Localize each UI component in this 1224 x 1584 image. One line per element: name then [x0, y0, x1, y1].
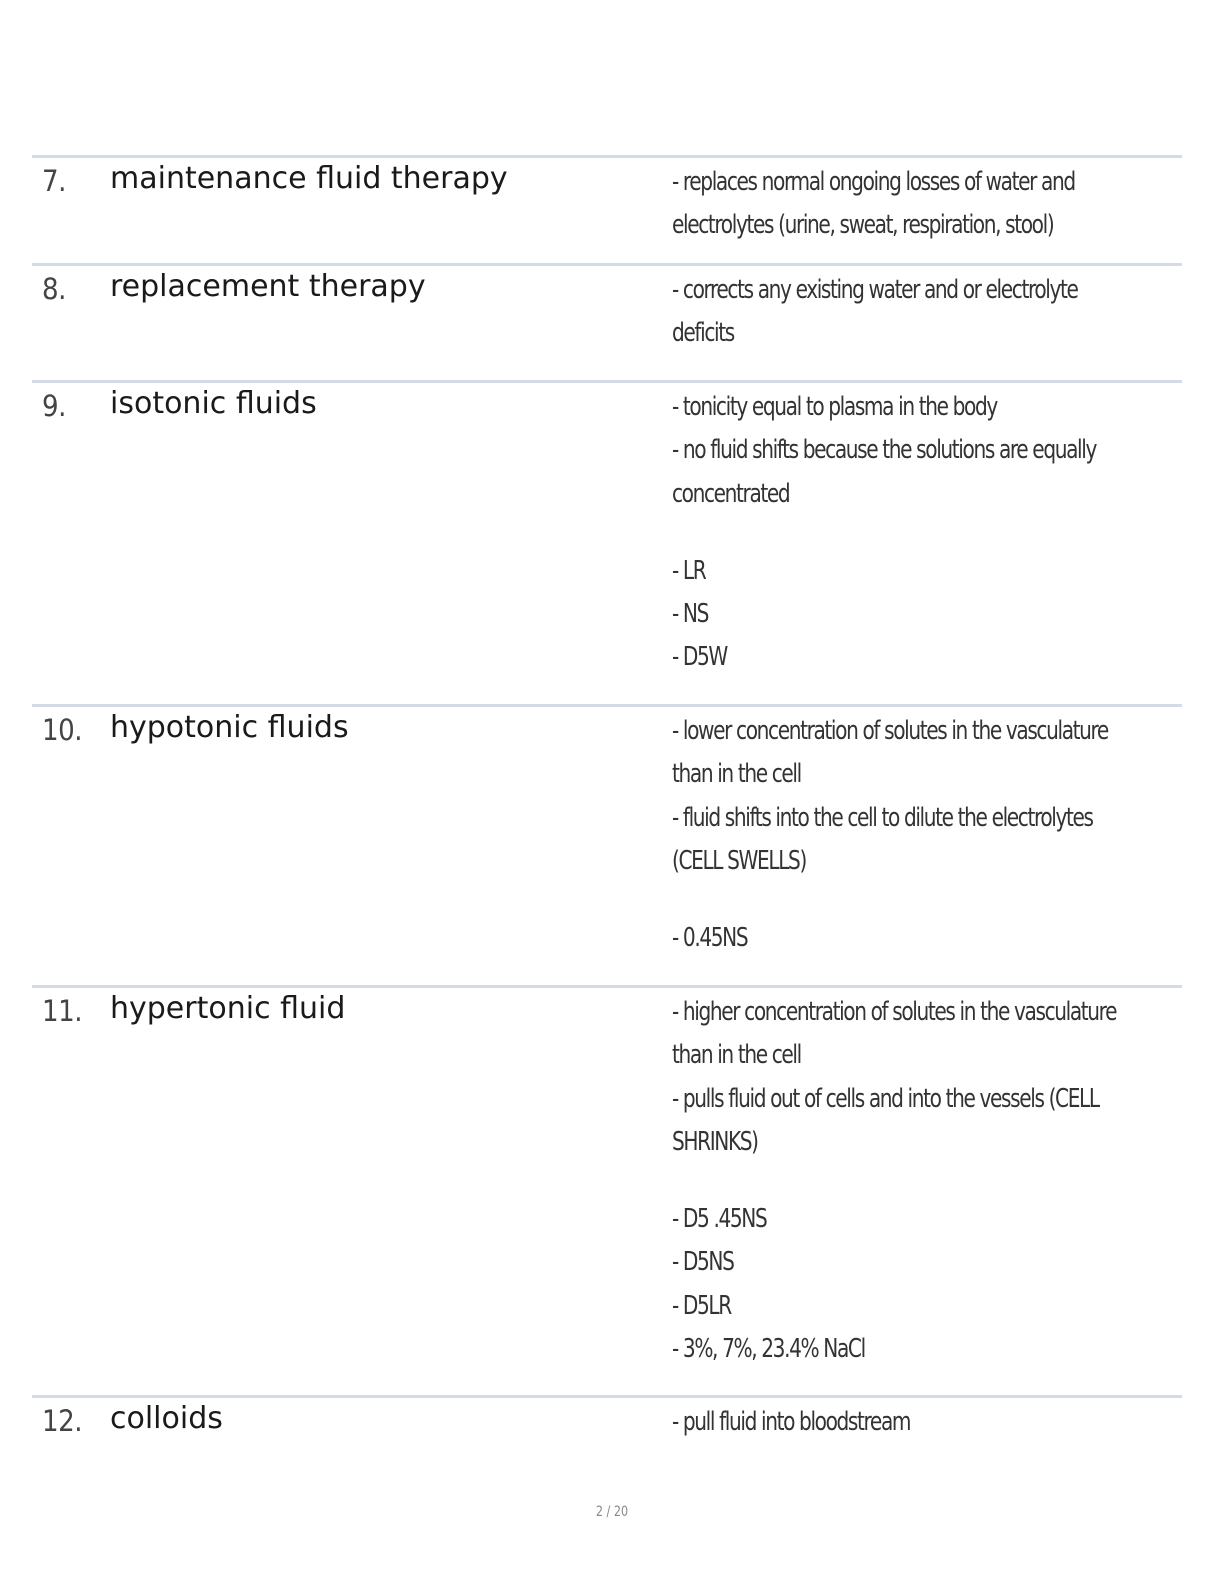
card-term: maintenance fluid therapy — [110, 161, 508, 196]
definition-line: than in the cell — [672, 759, 801, 790]
definition-line: than in the cell — [672, 1040, 801, 1071]
flashcard-7 — [32, 155, 1182, 263]
definition-line: SHRINKS) — [672, 1126, 758, 1157]
card-term: isotonic fluids — [110, 386, 317, 421]
flashcard-9 — [32, 380, 1182, 704]
card-term: hypotonic fluids — [110, 710, 349, 745]
definition-line: - corrects any existing water and or electrolyte — [672, 275, 1078, 305]
definition-line: deficits — [672, 318, 734, 349]
example-line: - NS — [672, 599, 708, 630]
definition-line: - tonicity equal to plasma in the body — [672, 392, 997, 422]
card-number: 10. — [42, 713, 82, 747]
card-definition — [672, 991, 1117, 1371]
card-number: 7. — [42, 164, 66, 198]
definition-line: - fluid shifts into the cell to dilute the electrolytes — [672, 802, 1093, 833]
example-line: - 3%, 7%, 23.4% NaCl — [672, 1334, 865, 1365]
card-number: 12. — [42, 1404, 82, 1438]
card-definition — [672, 386, 1102, 680]
example-line: - D5NS — [672, 1247, 734, 1278]
flashcard-8 — [32, 263, 1182, 380]
card-definition — [672, 161, 1102, 248]
card-number: 8. — [42, 272, 66, 306]
example-line: - D5LR — [672, 1290, 731, 1321]
flashcard-11 — [32, 985, 1182, 1395]
card-number: 9. — [42, 389, 66, 423]
example-line: - D5 .45NS — [672, 1204, 767, 1235]
card-definition — [672, 1401, 1102, 1444]
card-term: replacement therapy — [110, 269, 426, 304]
flashcard-12 — [32, 1395, 1182, 1465]
definition-line: - pull fluid into bloodstream — [672, 1407, 911, 1437]
definition-line: electrolytes (urine, sweat, respiration, stool) — [672, 210, 1054, 241]
example-line: - D5W — [672, 642, 727, 673]
card-number: 11. — [42, 994, 82, 1028]
flashcard-10 — [32, 704, 1182, 985]
definition-line: - lower concentration of solutes in the vasculature — [672, 716, 1108, 746]
definition-line: - pulls fluid out of cells and into the vessels (CELL — [672, 1083, 1099, 1114]
card-definition — [672, 269, 1102, 356]
page-indicator: 2 / 20 — [595, 1504, 629, 1520]
card-term: colloids — [110, 1401, 223, 1436]
definition-line: - replaces normal ongoing losses of water and — [672, 167, 1075, 197]
definition-line: concentrated — [672, 478, 790, 509]
flashcard-list — [32, 155, 1182, 1465]
card-definition — [672, 710, 1108, 960]
example-line: - 0.45NS — [672, 923, 748, 954]
definition-line: - no fluid shifts because the solutions are equally — [672, 435, 1097, 466]
definition-line: - higher concentration of solutes in the vasculature — [672, 997, 1117, 1027]
example-line: - LR — [672, 555, 706, 586]
card-term: hypertonic fluid — [110, 991, 346, 1026]
definition-line: (CELL SWELLS) — [672, 845, 806, 876]
